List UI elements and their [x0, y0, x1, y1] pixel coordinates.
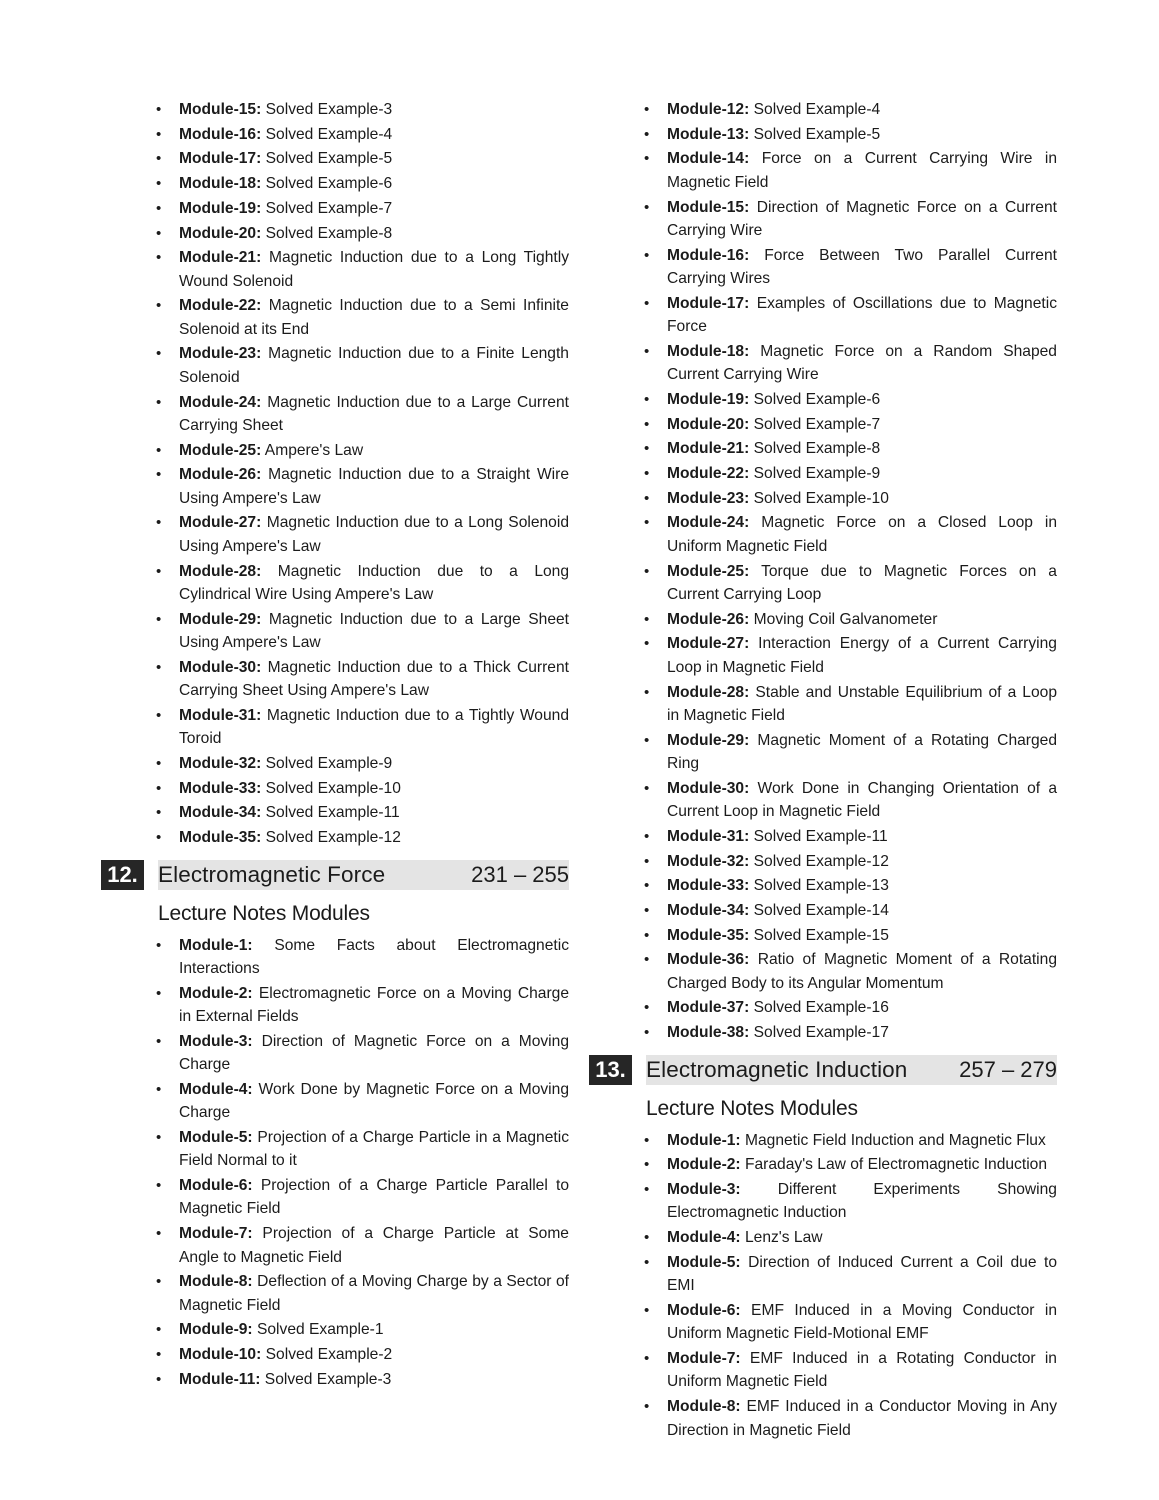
module-item	[589, 437, 1057, 460]
module-id: Module-34:	[179, 804, 262, 822]
bullet: •	[644, 1229, 650, 1247]
module-id: Module-8:	[667, 1398, 741, 1416]
module-title: Solved Example-10	[265, 779, 401, 797]
module-title: Magnetic Induction due to a Long Cylindrical Wire Using Ampere's Law	[179, 562, 570, 603]
module-id: Module-23:	[667, 489, 750, 507]
module-id: Module-26:	[667, 610, 750, 628]
bullet: •	[156, 779, 162, 797]
bullet: •	[156, 125, 162, 143]
module-id: Module-3:	[667, 1180, 741, 1198]
module-item	[101, 342, 569, 389]
chapter-header	[101, 860, 569, 890]
module-id: Module-32:	[179, 755, 262, 773]
module-id: Module-4:	[667, 1229, 741, 1247]
module-title: Interaction Energy of a Current Carrying Loop in Magnetic Field	[667, 635, 1057, 676]
module-title: Solved Example-17	[753, 1024, 889, 1042]
module-id: Module-12:	[667, 101, 750, 118]
module-title: Solved Example-16	[753, 999, 889, 1017]
module-id: Module-2:	[667, 1156, 741, 1174]
module-title: Ampere's Law	[264, 441, 364, 459]
module-title: Solved Example-1	[256, 1321, 384, 1339]
bullet: •	[156, 984, 162, 1002]
module-title: Lenz's Law	[744, 1229, 823, 1247]
bullet: •	[156, 1032, 162, 1050]
module-id: Module-34:	[667, 901, 750, 919]
bullet: •	[156, 1177, 162, 1195]
module-id: Module-7:	[179, 1225, 253, 1243]
bullet: •	[156, 1346, 162, 1364]
module-id: Module-15:	[667, 198, 750, 216]
module-id: Module-29:	[667, 731, 750, 749]
module-title: Direction of Induced Current a Coil due to EMI	[667, 1253, 1057, 1295]
bullet: •	[644, 827, 650, 845]
module-item	[589, 1347, 1057, 1394]
module-item	[101, 560, 569, 607]
module-title: Solved Example-9	[265, 755, 393, 773]
bullet: •	[644, 610, 650, 628]
module-id: Module-17:	[667, 294, 750, 312]
bullet: •	[644, 415, 650, 433]
module-item	[101, 147, 569, 170]
module-item	[589, 388, 1057, 411]
module-title: Magnetic Induction due to a Large Current Carrying Sheet	[179, 393, 569, 434]
module-item	[589, 123, 1057, 146]
module-title: Solved Example-5	[753, 125, 881, 143]
module-title: Solved Example-8	[265, 224, 393, 242]
bullet: •	[156, 1080, 162, 1098]
module-title: Solved Example-12	[265, 829, 401, 847]
module-title: EMF Induced in a Rotating Conductor in Uniform Magnetic Field	[667, 1350, 1057, 1391]
module-item	[101, 656, 569, 703]
bullet: •	[644, 901, 650, 919]
bullet: •	[156, 150, 162, 168]
module-item	[101, 982, 569, 1029]
module-item	[101, 704, 569, 751]
bullet: •	[156, 755, 162, 773]
module-id: Module-19:	[179, 199, 262, 217]
module-id: Module-32:	[667, 852, 750, 870]
module-id: Module-13:	[667, 125, 750, 143]
bullet: •	[156, 562, 162, 580]
module-title: Projection of a Charge Particle at Some Angle to Magnetic Field	[179, 1225, 569, 1266]
module-id: Module-31:	[667, 827, 750, 845]
module-item	[589, 462, 1057, 485]
module-title: Magnetic Induction due to a Thick Current Carrying Sheet Using Ampere's Law	[179, 658, 569, 700]
module-list	[101, 934, 569, 1392]
module-title: Different Experiments Showing Electromagnetic Induction	[667, 1180, 1057, 1222]
module-id: Module-21:	[179, 249, 262, 267]
module-item	[101, 391, 569, 438]
bullet: •	[644, 1024, 650, 1042]
chapter-title-bar	[158, 860, 569, 890]
bullet: •	[644, 342, 650, 360]
module-item	[101, 1270, 569, 1317]
module-item	[589, 1129, 1057, 1152]
module-title: Solved Example-2	[265, 1346, 393, 1364]
chapter-number: 12.	[101, 860, 144, 890]
module-item	[589, 1178, 1057, 1225]
module-item	[101, 1174, 569, 1221]
module-item	[589, 729, 1057, 776]
module-id: Module-18:	[667, 342, 750, 360]
module-title: Magnetic Induction due to a Semi Infinite Solenoid at its End	[179, 297, 569, 338]
module-item	[101, 1126, 569, 1173]
module-title: Stable and Unstable Equilibrium of a Loop in Magnetic Field	[667, 683, 1057, 724]
module-title: Solved Example-3	[264, 1370, 392, 1388]
module-item	[101, 463, 569, 510]
bullet: •	[156, 466, 162, 484]
bullet: •	[644, 440, 650, 458]
bullet: •	[156, 101, 162, 118]
bullet: •	[644, 635, 650, 653]
module-list	[101, 98, 569, 850]
module-item	[589, 825, 1057, 848]
module-title: Solved Example-5	[265, 150, 393, 168]
bullet: •	[156, 1273, 162, 1291]
module-id: Module-2:	[179, 984, 253, 1002]
module-item	[589, 948, 1057, 995]
module-id: Module-38:	[667, 1024, 750, 1042]
module-id: Module-35:	[179, 829, 262, 847]
module-title: Examples of Oscillations due to Magnetic Force	[667, 294, 1057, 336]
bullet: •	[644, 150, 650, 168]
module-item	[589, 632, 1057, 679]
module-title: Magnetic Induction due to a Long Solenoid Using Ampere's Law	[179, 514, 569, 555]
module-id: Module-20:	[667, 415, 750, 433]
module-title: Solved Example-6	[265, 175, 393, 193]
module-item	[589, 1153, 1057, 1176]
bullet: •	[156, 297, 162, 315]
chapter-title: Electromagnetic Induction	[646, 1056, 908, 1082]
bullet: •	[644, 246, 650, 264]
module-item	[101, 439, 569, 462]
section-subheading: Lecture Notes Modules	[646, 1096, 858, 1120]
bullet: •	[156, 658, 162, 676]
module-id: Module-4:	[179, 1080, 253, 1098]
module-id: Module-5:	[667, 1253, 741, 1271]
module-id: Module-31:	[179, 706, 262, 724]
module-item	[101, 172, 569, 195]
module-item	[101, 1368, 569, 1391]
bullet: •	[644, 198, 650, 216]
module-item	[101, 801, 569, 824]
module-id: Module-25:	[667, 562, 750, 580]
module-item	[101, 197, 569, 220]
module-id: Module-29:	[179, 610, 262, 628]
module-title: Direction of Magnetic Force on a Moving Charge	[179, 1032, 569, 1074]
module-title: Moving Coil Galvanometer	[753, 610, 938, 628]
bullet: •	[156, 936, 162, 954]
bullet: •	[644, 1350, 650, 1367]
module-title: Solved Example-4	[753, 101, 881, 118]
module-item	[589, 1226, 1057, 1249]
right-column	[589, 98, 1057, 1443]
module-title: Solved Example-7	[265, 199, 393, 217]
bullet: •	[156, 345, 162, 363]
module-title: Magnetic Induction due to a Long Tightly Wound Solenoid	[179, 249, 569, 290]
bullet: •	[156, 199, 162, 217]
module-item	[589, 413, 1057, 436]
module-title: Magnetic Induction due to a Large Sheet Using Ampere's Law	[179, 610, 569, 652]
module-id: Module-33:	[667, 877, 750, 895]
bullet: •	[156, 224, 162, 242]
bullet: •	[644, 101, 650, 118]
section-subheading: Lecture Notes Modules	[158, 901, 370, 925]
module-title: Magnetic Field Induction and Magnetic Flux	[744, 1131, 1046, 1149]
module-id: Module-16:	[179, 125, 262, 143]
module-item	[589, 924, 1057, 947]
module-id: Module-3:	[179, 1032, 253, 1050]
module-id: Module-9:	[179, 1321, 253, 1339]
module-item	[589, 1299, 1057, 1346]
module-id: Module-7:	[667, 1350, 741, 1367]
module-item	[589, 899, 1057, 922]
bullet: •	[644, 562, 650, 580]
module-id: Module-27:	[179, 514, 262, 532]
module-title: Solved Example-4	[265, 125, 393, 143]
module-item	[101, 222, 569, 245]
chapter-number: 13.	[589, 1055, 632, 1085]
bullet: •	[644, 926, 650, 944]
module-item	[101, 934, 569, 981]
module-id: Module-18:	[179, 175, 262, 193]
module-title: Force Between Two Parallel Current Carrying Wires	[667, 246, 1057, 288]
module-title: Direction of Magnetic Force on a Current Carrying Wire	[667, 198, 1057, 239]
module-item	[589, 850, 1057, 873]
module-item	[589, 196, 1057, 243]
module-title: Solved Example-8	[753, 440, 881, 458]
bullet: •	[156, 706, 162, 724]
bullet: •	[644, 125, 650, 143]
bullet: •	[644, 514, 650, 532]
module-id: Module-1:	[667, 1131, 741, 1149]
module-id: Module-30:	[179, 658, 262, 676]
module-item	[101, 98, 569, 121]
module-item	[101, 1078, 569, 1125]
module-id: Module-16:	[667, 246, 750, 264]
module-title: Faraday's Law of Electromagnetic Induction	[744, 1156, 1047, 1174]
module-title: Magnetic Force on a Random Shaped Current Carrying Wire	[667, 342, 1057, 384]
module-item	[589, 292, 1057, 339]
module-item	[101, 608, 569, 655]
bullet: •	[644, 1301, 650, 1319]
module-id: Module-15:	[179, 101, 262, 118]
module-id: Module-8:	[179, 1273, 253, 1291]
module-title: Solved Example-14	[753, 901, 889, 919]
module-title: Ratio of Magnetic Moment of a Rotating Charged Body to its Angular Momentum	[667, 951, 1057, 992]
chapter-header	[589, 1055, 1057, 1085]
bullet: •	[644, 877, 650, 895]
bullet: •	[156, 610, 162, 628]
module-item	[589, 511, 1057, 558]
module-id: Module-28:	[667, 683, 750, 701]
module-id: Module-22:	[179, 297, 262, 315]
module-title: Magnetic Induction due to a Finite Length Solenoid	[179, 345, 569, 386]
module-title: EMF Induced in a Moving Conductor in Uniform Magnetic Field-Motional EMF	[667, 1301, 1057, 1343]
module-title: Electromagnetic Force on a Moving Charge in External Fields	[179, 984, 569, 1026]
module-item	[589, 340, 1057, 387]
bullet: •	[156, 1321, 162, 1339]
module-item	[589, 487, 1057, 510]
module-id: Module-23:	[179, 345, 262, 363]
bullet: •	[644, 779, 650, 797]
module-title: Deflection of a Moving Charge by a Sector of Magnetic Field	[179, 1273, 569, 1314]
module-id: Module-11:	[179, 1370, 261, 1388]
module-title: Solved Example-13	[753, 877, 889, 895]
module-id: Module-14:	[667, 150, 750, 168]
module-id: Module-19:	[667, 390, 750, 408]
module-item	[589, 98, 1057, 121]
module-title: Force on a Current Carrying Wire in Magnetic Field	[667, 150, 1057, 191]
bullet: •	[156, 393, 162, 411]
module-title: Some Facts about Electromagnetic Interactions	[179, 936, 569, 977]
module-title: Work Done by Magnetic Force on a Moving Charge	[179, 1080, 569, 1122]
module-id: Module-36:	[667, 951, 750, 969]
bullet: •	[644, 1180, 650, 1198]
module-item	[101, 752, 569, 775]
bullet: •	[156, 804, 162, 822]
module-title: Solved Example-10	[753, 489, 889, 507]
module-id: Module-24:	[667, 514, 750, 532]
module-item	[589, 777, 1057, 824]
module-item	[101, 1030, 569, 1077]
module-item	[589, 147, 1057, 194]
chapter-title: Electromagnetic Force	[158, 861, 386, 887]
module-item	[589, 244, 1057, 291]
module-id: Module-33:	[179, 779, 262, 797]
module-item	[101, 1222, 569, 1269]
module-id: Module-22:	[667, 465, 750, 483]
bullet: •	[156, 175, 162, 193]
module-item	[101, 123, 569, 146]
left-column	[101, 98, 569, 1393]
module-item	[101, 1343, 569, 1366]
module-item	[101, 511, 569, 558]
bullet: •	[644, 999, 650, 1017]
bullet: •	[644, 731, 650, 749]
bullet: •	[156, 1128, 162, 1146]
bullet: •	[156, 829, 162, 847]
module-item	[589, 874, 1057, 897]
module-title: EMF Induced in a Conductor Moving in Any Direction in Magnetic Field	[667, 1398, 1058, 1439]
module-title: Magnetic Induction due to a Tightly Wound Toroid	[179, 706, 569, 748]
bullet: •	[156, 441, 162, 459]
bullet: •	[644, 294, 650, 312]
module-id: Module-17:	[179, 150, 262, 168]
bullet: •	[644, 683, 650, 701]
module-item	[101, 294, 569, 341]
chapter-pages: 231 – 255	[471, 861, 569, 887]
bullet: •	[156, 249, 162, 267]
bullet: •	[156, 514, 162, 532]
module-id: Module-6:	[667, 1301, 741, 1319]
chapter-title-bar	[646, 1055, 1057, 1085]
module-title: Solved Example-6	[753, 390, 881, 408]
module-title: Projection of a Charge Particle Parallel to Magnetic Field	[179, 1177, 569, 1218]
module-id: Module-30:	[667, 779, 750, 797]
module-id: Module-27:	[667, 635, 750, 653]
module-id: Module-1:	[179, 936, 253, 954]
module-title: Solved Example-11	[265, 804, 400, 822]
module-item	[589, 1021, 1057, 1044]
bullet: •	[156, 1225, 162, 1243]
module-title: Solved Example-3	[265, 101, 393, 118]
module-item	[101, 246, 569, 293]
bullet: •	[644, 1253, 650, 1271]
module-title: Torque due to Magnetic Forces on a Current Carrying Loop	[667, 562, 1057, 603]
bullet: •	[644, 390, 650, 408]
module-item	[589, 1251, 1057, 1298]
module-id: Module-20:	[179, 224, 262, 242]
module-id: Module-5:	[179, 1128, 253, 1146]
module-id: Module-25:	[179, 441, 262, 459]
bullet: •	[644, 1156, 650, 1174]
module-id: Module-24:	[179, 393, 262, 411]
module-title: Solved Example-12	[753, 852, 889, 870]
bullet: •	[644, 1398, 650, 1416]
module-list	[589, 98, 1057, 1045]
module-item	[101, 777, 569, 800]
chapter-pages: 257 – 279	[959, 1056, 1057, 1082]
module-id: Module-28:	[179, 562, 262, 580]
module-item	[589, 608, 1057, 631]
module-id: Module-35:	[667, 926, 750, 944]
module-title: Solved Example-15	[753, 926, 889, 944]
module-title: Projection of a Charge Particle in a Magnetic Field Normal to it	[179, 1128, 569, 1170]
module-title: Solved Example-11	[753, 827, 888, 845]
module-item	[101, 1318, 569, 1341]
module-item	[589, 996, 1057, 1019]
module-title: Solved Example-7	[753, 415, 881, 433]
bullet: •	[156, 1370, 162, 1388]
module-title: Magnetic Force on a Closed Loop in Uniform Magnetic Field	[667, 514, 1057, 555]
module-title: Work Done in Changing Orientation of a Current Loop in Magnetic Field	[667, 779, 1057, 821]
module-id: Module-21:	[667, 440, 750, 458]
module-id: Module-10:	[179, 1346, 262, 1364]
bullet: •	[644, 852, 650, 870]
module-item	[101, 826, 569, 849]
module-id: Module-26:	[179, 466, 262, 484]
module-title: Solved Example-9	[753, 465, 881, 483]
module-title: Magnetic Induction due to a Straight Wire Using Ampere's Law	[179, 466, 569, 507]
bullet: •	[644, 465, 650, 483]
module-title: Magnetic Moment of a Rotating Charged Ring	[667, 731, 1057, 773]
module-list	[589, 1129, 1057, 1442]
module-item	[589, 681, 1057, 728]
bullet: •	[644, 489, 650, 507]
bullet: •	[644, 1131, 650, 1149]
module-item	[589, 1395, 1057, 1442]
module-id: Module-6:	[179, 1177, 253, 1195]
module-id: Module-37:	[667, 999, 750, 1017]
module-item	[589, 560, 1057, 607]
bullet: •	[644, 951, 650, 969]
